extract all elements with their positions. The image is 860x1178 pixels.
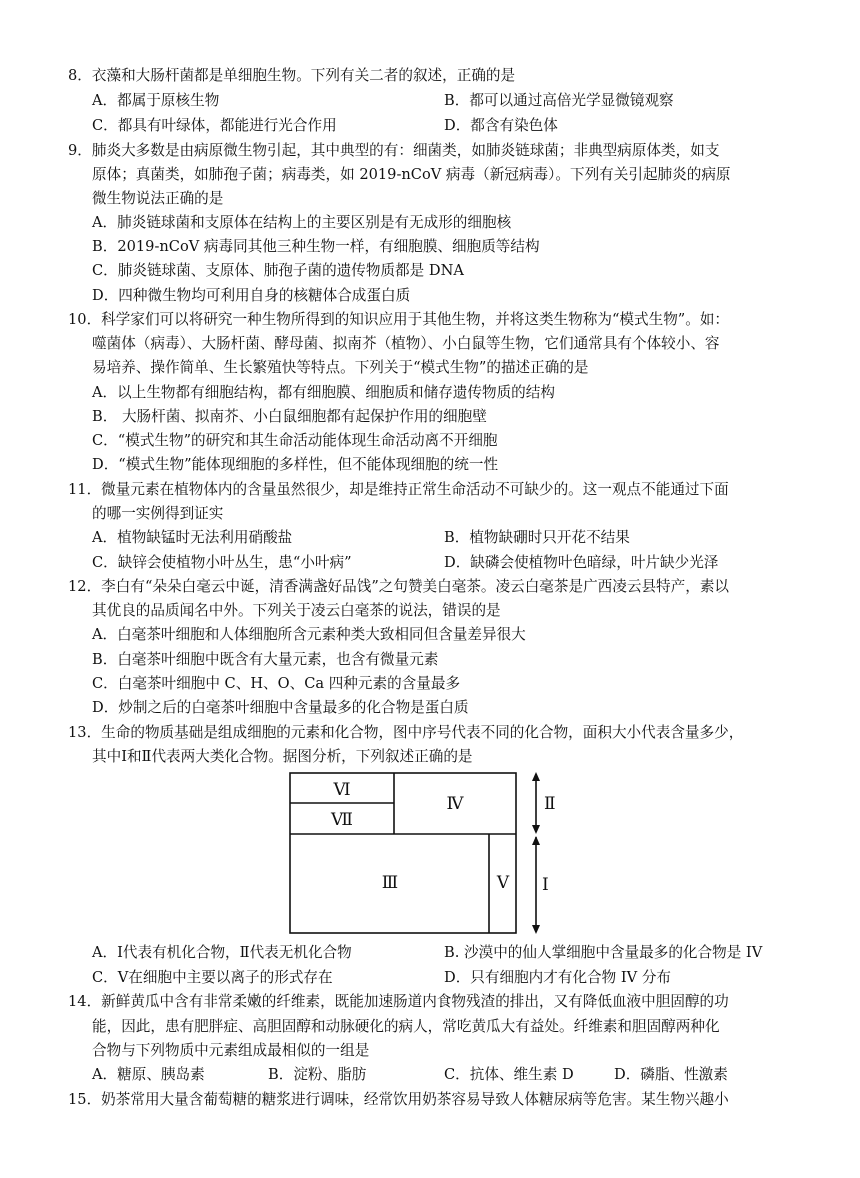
- q8-option-a: A．都属于原核生物: [92, 92, 220, 109]
- label-v: Ⅴ: [496, 873, 510, 893]
- q9-option-d: D．四种微生物均可利用自身的核糖体合成蛋白质: [92, 287, 411, 304]
- q13-option-d: D．只有细胞内才有化合物 IV 分布: [444, 969, 672, 986]
- q12-option-b: B．白毫茶叶细胞中既含有大量元素，也含有微量元素: [92, 651, 439, 668]
- q14-stem-line3: 合物与下列物质中元素组成最相似的一组是: [92, 1042, 370, 1059]
- label-iv: Ⅳ: [446, 794, 464, 814]
- q13-stem-line1: 13．生命的物质基础是组成细胞的元素和化合物，图中序号代表不同的化合物，面积大小代表含量多少，: [68, 724, 744, 741]
- q8-option-d: D．都含有染色体: [444, 117, 558, 134]
- q12-option-d: D．炒制之后的白毫茶叶细胞中含量最多的化合物是蛋白质: [92, 699, 469, 716]
- q10-stem-line2: 噬菌体（病毒）、大肠杆菌、酵母菌、拟南芥（植物）、小白鼠等生物，它们通常具有个体较小、容: [92, 335, 720, 352]
- q13-option-a: A．Ⅰ代表有机化合物，Ⅱ代表无机化合物: [92, 944, 352, 961]
- label-vii: Ⅶ: [331, 810, 353, 830]
- q10-option-d: D．“模式生物”能体现细胞的多样性，但不能体现细胞的统一性: [92, 456, 499, 473]
- q10-option-a: A．以上生物都有细胞结构，都有细胞膜、细胞质和储存遗传物质的结构: [92, 384, 555, 401]
- q11-option-a: A．植物缺锰时无法利用硝酸盐: [92, 529, 293, 546]
- arrow-i-head-up: [532, 836, 540, 845]
- label-vi: Ⅵ: [333, 780, 351, 800]
- q14-stem-line1: 14．新鲜黄瓜中含有非常柔嫩的纤维素，既能加速肠道内食物残渣的排出，又有降低血液中胆固醇的功: [68, 993, 729, 1010]
- label-i: Ⅰ: [542, 875, 549, 895]
- arrow-ii-head-up: [532, 772, 540, 781]
- q11-stem-line2: 的哪一实例得到证实: [92, 505, 224, 522]
- q10-stem-line3: 易培养、操作简单、生长繁殖快等特点。下列关于“模式生物”的描述正确的是: [92, 359, 589, 376]
- q12-stem-line2: 其优良的品质闻名中外。下列关于凌云白毫茶的说法，错误的是: [92, 602, 501, 619]
- q11-option-d: D．缺磷会使植物叶色暗绿，叶片缺少光泽: [444, 554, 719, 571]
- label-iii: Ⅲ: [381, 873, 399, 893]
- q8-option-b: B．都可以通过高倍光学显微镜观察: [444, 92, 674, 109]
- q11-stem-line1: 11．微量元素在植物体内的含量虽然很少，却是维持正常生命活动不可缺少的。这一观点不能通过下面: [68, 481, 729, 498]
- q14-option-c: C．抗体、维生素 D: [444, 1066, 574, 1083]
- q14-option-a: A．糖原、胰岛素: [92, 1066, 205, 1083]
- q12-option-a: A．白毫茶叶细胞和人体细胞所含元素种类大致相同但含量差异很大: [92, 626, 526, 643]
- q10-option-c: C．“模式生物”的研究和其生命活动能体现生命活动离不开细胞: [92, 432, 498, 449]
- q9-stem-line2: 原体；真菌类，如肺孢子菌；病毒类，如 2019-nCoV 病毒（新冠病毒）。下列有关引起肺炎的病原: [92, 166, 731, 183]
- q14-option-d: D．磷脂、性激素: [614, 1066, 728, 1083]
- q9-option-a: A．肺炎链球菌和支原体在结构上的主要区别是有无成形的细胞核: [92, 214, 512, 231]
- q11-option-c: C．缺锌会使植物小叶丛生，患“小叶病”: [92, 554, 352, 571]
- q8-stem: 8．衣藻和大肠杆菌都是单细胞生物。下列有关二者的叙述，正确的是: [68, 67, 516, 84]
- q14-stem-line2: 能，因此，患有肥胖症、高胆固醇和动脉硬化的病人，常吃黄瓜大有益处。纤维素和胆固醇两种化: [92, 1018, 720, 1035]
- q14-option-b: B．淀粉、脂肪: [268, 1066, 367, 1083]
- label-ii: Ⅱ: [544, 794, 556, 814]
- arrow-ii-head-down: [532, 825, 540, 834]
- q9-option-c: C．肺炎链球菌、支原体、肺孢子菌的遗传物质都是 DNA: [92, 262, 464, 279]
- q9-stem-line3: 微生物说法正确的是: [92, 190, 224, 207]
- q12-stem-line1: 12．李白有“朵朵白毫云中诞，清香满盏好品饯”之句赞美白毫茶。凌云白毫茶是广西凌云县特产，素以: [68, 578, 730, 595]
- outer-box: [290, 773, 516, 933]
- q9-stem-line1: 9．肺炎大多数是由病原微生物引起，其中典型的有：细菌类，如肺炎链球菌；非典型病原体类，如支: [68, 142, 720, 159]
- arrow-i-head-down: [532, 925, 540, 934]
- q15-stem-line1: 15．奶茶常用大量含葡萄糖的糖浆进行调味，经常饮用奶茶容易导致人体糖尿病等危害。某生物兴趣小: [68, 1091, 729, 1108]
- q13-stem-line2: 其中Ⅰ和Ⅱ代表两大类化合物。据图分析，下列叙述正确的是: [92, 748, 473, 765]
- q10-stem-line1: 10．科学家们可以将研究一种生物所得到的知识应用于其他生物，并将这类生物称为“模式生物”。如：: [68, 311, 730, 328]
- q11-option-b: B．植物缺硼时只开花不结果: [444, 529, 630, 546]
- q12-option-c: C．白毫茶叶细胞中 C、H、O、Ca 四种元素的含量最多: [92, 675, 461, 692]
- q9-option-b: B．2019-nCoV 病毒同其他三种生物一样，有细胞膜、细胞质等结构: [92, 238, 540, 255]
- compound-area-diagram: [286, 770, 556, 938]
- q13-option-b: B. 沙漠中的仙人掌细胞中含量最多的化合物是 IV: [444, 944, 763, 961]
- q13-option-c: C．Ⅴ在细胞中主要以离子的形式存在: [92, 969, 333, 986]
- q8-option-c: C．都具有叶绿体，都能进行光合作用: [92, 117, 337, 134]
- q10-option-b: B． 大肠杆菌、拟南芥、小白鼠细胞都有起保护作用的细胞壁: [92, 408, 487, 425]
